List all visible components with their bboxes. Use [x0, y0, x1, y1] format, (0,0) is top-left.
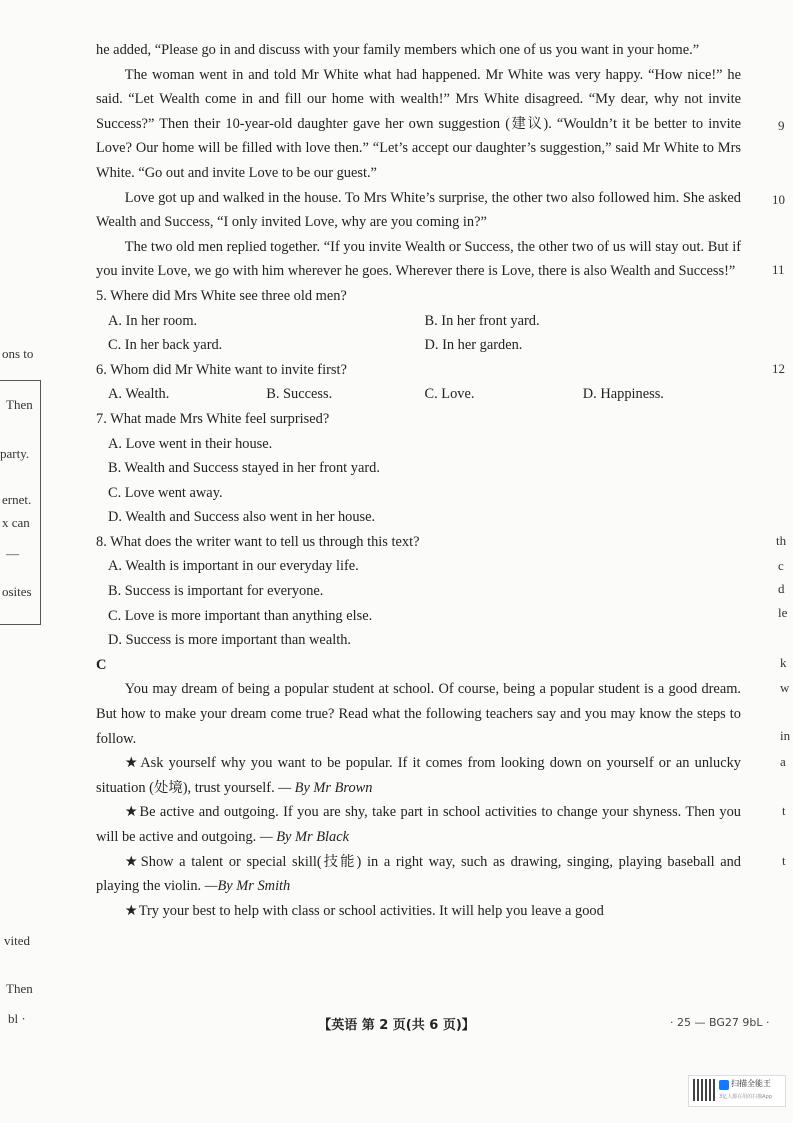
passage-paragraph: The two old men replied together. “If you invite Wealth or Success, the other two of us will stay out. But if you invite Love, we go with him wherever he goes. Wherever there is Love, there is also Wealth and Success!” — [96, 238, 741, 280]
left-page-frame-bottom — [0, 624, 41, 625]
left-edge-text: osites — [2, 584, 32, 599]
right-edge-text: a — [780, 754, 786, 769]
answer-option: D. Success is more important than wealth. — [108, 632, 351, 649]
right-edge-text: 9 — [778, 118, 785, 133]
question-stem: 5. Where did Mrs White see three old men? — [96, 287, 347, 304]
answer-option: C. Love is more important than anything else. — [108, 607, 373, 624]
tip-paragraph — [96, 899, 741, 924]
question-5 — [96, 284, 741, 358]
right-edge-text: in — [780, 728, 791, 743]
question-stem: 7. What made Mrs White feel surprised? — [96, 410, 330, 427]
star-icon: ★ — [124, 853, 140, 870]
right-edge-text: t — [782, 803, 786, 818]
left-edge-text: ons to — [2, 346, 34, 361]
footer-code: · 25 — BG27 9bL · — [670, 1016, 770, 1029]
right-edge-text: d — [778, 581, 785, 596]
answer-option: B. In her front yard. — [424, 312, 540, 329]
right-edge-text: le — [778, 605, 788, 620]
tip-text: Show a talent or special skill(技能) in a right way, such as drawing, singing, playing baseball and playing the violin. — [96, 853, 741, 895]
question-stem: 8. What does the writer want to tell us through this text? — [96, 533, 420, 550]
left-edge-text: party. — [0, 446, 30, 461]
left-edge-text: Then — [6, 397, 33, 412]
left-edge-text: x can — [2, 515, 30, 530]
right-edge-text: w — [780, 680, 790, 695]
right-edge-text: 12 — [772, 361, 785, 376]
scanner-title: 扫描全能王 — [731, 1079, 771, 1088]
right-edge-text: 10 — [772, 192, 785, 207]
right-edge-text: k — [780, 655, 787, 670]
right-edge-text: t — [782, 853, 786, 868]
section-c — [96, 653, 741, 924]
star-icon: ★ — [124, 902, 138, 919]
answer-option: A. Love went in their house. — [108, 435, 273, 452]
page-footer: 【英语 第 2 页(共 6 页)】 — [318, 1018, 475, 1033]
section-heading: C — [96, 656, 107, 673]
left-edge-text: — — [6, 546, 19, 561]
passage-paragraph: Love got up and walked in the house. To Mrs White’s surprise, the other two also followed him. She asked Wealth and Success, “I only invited Love, why are you coming in?” — [96, 189, 741, 231]
answer-option: C. In her back yard. — [108, 337, 223, 354]
tip-text: Try your best to help with class or school activities. It will help you leave a good — [138, 902, 604, 919]
left-page-frame-line — [40, 380, 41, 624]
question-6 — [96, 358, 741, 407]
section-intro: You may dream of being a popular student at school. Of course, being a popular student is a good dream. But how to make your dream come true? Read what the following teachers say and you may know the steps to follow. — [96, 681, 741, 747]
tip-author: — By Mr Black — [259, 829, 349, 845]
right-edge-text: 11 — [772, 262, 785, 277]
right-edge-text: c — [778, 558, 784, 573]
answer-option: A. Wealth is important in our everyday life. — [108, 558, 359, 575]
tip-paragraph — [96, 751, 741, 800]
star-icon: ★ — [124, 755, 140, 772]
left-edge-text: bl · — [8, 1011, 26, 1026]
qr-code-icon — [693, 1079, 715, 1101]
left-edge-text: Then — [6, 981, 33, 996]
answer-option: A. In her room. — [108, 312, 198, 329]
answer-option: D. Happiness. — [582, 386, 664, 403]
right-edge-text: th — [776, 533, 787, 548]
left-edge-text: ernet. — [2, 492, 32, 507]
scanner-watermark — [688, 1075, 786, 1107]
answer-option: D. Wealth and Success also went in her house. — [108, 509, 376, 526]
answer-option: D. In her garden. — [424, 337, 523, 354]
passage-paragraph: he added, “Please go in and discuss with your family members which one of us you want in your home.” — [96, 42, 700, 58]
answer-option: B. Wealth and Success stayed in her front yard. — [108, 460, 380, 477]
left-edge-text: vited — [4, 933, 30, 948]
question-7 — [96, 407, 741, 530]
main-column — [96, 38, 741, 923]
scanner-logo-icon — [719, 1080, 729, 1090]
answer-option: B. Success is important for everyone. — [108, 583, 324, 600]
left-page-frame-top — [0, 380, 41, 381]
question-8 — [96, 530, 741, 653]
answer-option: C. Love went away. — [108, 484, 223, 501]
answer-option: A. Wealth. — [108, 386, 170, 403]
answer-option: C. Love. — [424, 386, 475, 403]
tip-paragraph — [96, 850, 741, 899]
scanner-subtitle: 3亿人都在用的扫描App — [719, 1094, 772, 1100]
star-icon: ★ — [124, 804, 139, 821]
answer-option: B. Success. — [266, 386, 333, 403]
tip-author: — By Mr Brown — [278, 779, 373, 796]
tip-text: Ask yourself why you want to be popular. If it comes from looking down on yourself or an unlucky situation (处境), trust yourself. — [96, 755, 742, 796]
tip-paragraph — [96, 800, 741, 849]
tip-text: Be active and outgoing. If you are shy, take part in school activities to change your shyness. Then you will be active and outgoing. — [96, 804, 742, 845]
tip-author: —By Mr Smith — [204, 878, 291, 895]
passage-b — [96, 38, 741, 284]
passage-paragraph: The woman went in and told Mr White what had happened. Mr White was very happy. “How nice!” he said. “Let Wealth come in and fill our home with wealth!” Mrs White disagreed. “My dear, why not invite Success?” Then their 10-year-old daughter gave her own suggestion (建议). “Wouldn’t it be better to invite Love? Our home will be filled with love then.” “Let’s accept our daughter’s suggestion,” said Mr White to Mrs White. “Go out and invite Love to be our guest.” — [96, 66, 741, 181]
question-stem: 6. Whom did Mr White want to invite first? — [96, 361, 347, 378]
